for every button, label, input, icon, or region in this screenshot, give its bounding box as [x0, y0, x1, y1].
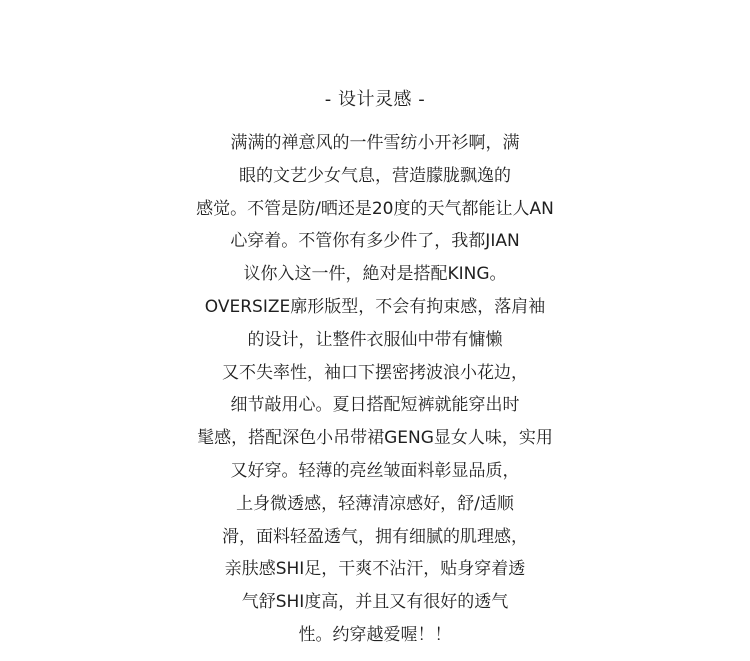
section-title: - 设计灵感 - — [324, 89, 426, 110]
description-line: 性。约穿越爱喔！！ — [298, 624, 452, 645]
description-line: 又不失率性，袖口下摆密拷波浪小花边， — [222, 362, 528, 383]
description-line: 上身微透感，轻薄清凉感好，舒/适顺 — [236, 493, 514, 514]
description-line: 的设计，让整件衣服仙中带有慵懒 — [247, 329, 503, 350]
description-line: 心穿着。不管你有多少件了，我都JIAN — [230, 231, 520, 252]
description-line: 眼的文艺少女气息，营造朦胧飘逸的 — [239, 165, 511, 186]
description-line: 感觉。不管是防/晒还是20度的天气都能让人AN — [196, 198, 554, 219]
description-line: 亲肤感SHI足，干爽不沾汗，贴身穿着透 — [224, 559, 526, 580]
description-line: 髦感，搭配深色小吊带裙GENG显女人味，实用 — [197, 428, 553, 449]
description-text — [0, 127, 750, 652]
description-line: 满满的禅意风的一件雪纺小开衫啊，满 — [230, 133, 520, 153]
description-line: 细节敲用心。夏日搭配短裤就能穿出时 — [230, 395, 520, 416]
description-line: 气舒SHI度高，并且又有很好的透气 — [241, 592, 509, 613]
description-line: 又好穿。轻薄的亮丝皱面料彰显品质， — [230, 460, 520, 481]
description-line: 议你入这一件，絶对是搭配KING。 — [243, 264, 507, 285]
description-line: 滑，面料轻盈透气，拥有细腻的肌理感， — [222, 526, 528, 547]
description-line: OVERSIZE廓形版型，不会有拘束感，落肩袖 — [204, 296, 546, 317]
